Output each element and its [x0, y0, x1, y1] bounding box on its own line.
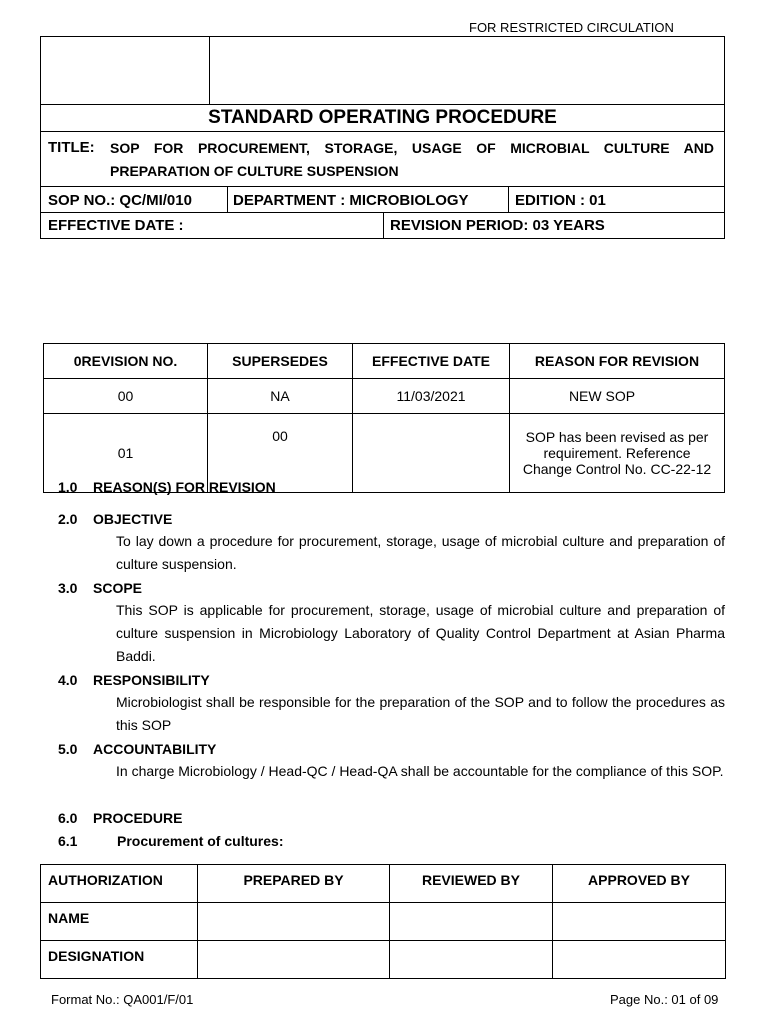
- table-cell: 00: [44, 379, 208, 414]
- column-header: EFFECTIVE DATE: [353, 344, 510, 379]
- effective-date: EFFECTIVE DATE :: [48, 217, 184, 234]
- header-divider: [41, 131, 724, 132]
- section-number: 4.0: [58, 672, 78, 688]
- sop-number: SOP NO.: QC/MI/010: [48, 192, 192, 209]
- table-cell: NEW SOP: [510, 379, 725, 414]
- table-cell: 00: [208, 414, 353, 493]
- section-title: Procurement of cultures:: [117, 833, 284, 849]
- section-text: In charge Microbiology / Head-QC / Head-QA shall be accountable for the compliance of this SOP.: [116, 763, 724, 779]
- table-cell: [353, 414, 510, 493]
- column-header: REVIEWED BY: [390, 865, 553, 903]
- revision-table: [43, 343, 725, 493]
- section-title: PROCEDURE: [93, 810, 183, 826]
- table-header-row: [44, 344, 725, 379]
- column-header: PREPARED BY: [198, 865, 390, 903]
- row-label: DESIGNATION: [41, 941, 198, 979]
- section-number: 3.0: [58, 580, 78, 596]
- section-text: To lay down a procedure for procurement, storage, usage of microbial culture and preparation of culture suspension.: [116, 533, 725, 572]
- header-divider: [41, 104, 724, 105]
- authorization-table: [40, 864, 726, 979]
- section-number: 2.0: [58, 511, 78, 527]
- table-cell: 11/03/2021: [353, 379, 510, 414]
- restricted-circulation-label: FOR RESTRICTED CIRCULATION: [469, 20, 674, 35]
- format-number: Format No.: QA001/F/01: [51, 992, 194, 1007]
- signature-cell: [553, 941, 726, 979]
- sop-header-box: [40, 36, 725, 239]
- table-header-row: [41, 865, 726, 903]
- section-text: Microbiologist shall be responsible for the preparation of the SOP and to follow the procedures as this SOP: [116, 694, 725, 733]
- column-header: 0REVISION NO.: [44, 344, 208, 379]
- section-title: SCOPE: [93, 580, 143, 596]
- section-title: ACCOUNTABILITY: [93, 741, 217, 757]
- section-title: OBJECTIVE: [93, 511, 173, 527]
- header-divider: [41, 186, 724, 187]
- table-row: [41, 941, 726, 979]
- section-number: 5.0: [58, 741, 78, 757]
- column-header: AUTHORIZATION: [41, 865, 198, 903]
- column-header: SUPERSEDES: [208, 344, 353, 379]
- cell-divider: [383, 212, 384, 239]
- cell-divider: [227, 186, 228, 212]
- cell-divider: [508, 186, 509, 212]
- signature-cell: [198, 941, 390, 979]
- title-label: TITLE:: [48, 139, 95, 156]
- section-title: REASON(S) FOR REVISION: [93, 479, 276, 495]
- section-text: This SOP is applicable for procurement, storage, usage of microbial culture and preparation of culture suspension in Microbiology Laboratory of Quality Control Department at Asian Pharma Baddi.: [116, 602, 725, 664]
- document-heading: STANDARD OPERATING PROCEDURE: [208, 107, 557, 128]
- sop-title-line: PREPARATION OF CULTURE SUSPENSION: [110, 163, 399, 179]
- logo-cell-divider: [209, 37, 210, 104]
- page-number: Page No.: 01 of 09: [610, 992, 719, 1007]
- sop-title: [110, 137, 714, 183]
- edition: EDITION : 01: [515, 192, 606, 209]
- revision-period: REVISION PERIOD: 03 YEARS: [390, 217, 605, 234]
- signature-cell: [198, 903, 390, 941]
- sop-title-line: SOP FOR PROCUREMENT, STORAGE, USAGE OF MICROBIAL CULTURE AND: [110, 140, 714, 156]
- signature-cell: [390, 903, 553, 941]
- section-title: RESPONSIBILITY: [93, 672, 210, 688]
- table-cell: NA: [208, 379, 353, 414]
- table-row: [44, 379, 725, 414]
- signature-cell: [390, 941, 553, 979]
- table-cell: 01: [44, 414, 208, 493]
- signature-cell: [553, 903, 726, 941]
- table-row: [41, 903, 726, 941]
- column-header: APPROVED BY: [553, 865, 726, 903]
- department: DEPARTMENT : MICROBIOLOGY: [233, 192, 469, 209]
- section-number: 6.0: [58, 810, 78, 826]
- table-cell: SOP has been revised as per requirement. Reference Change Control No. CC-22-12: [510, 414, 725, 493]
- section-number: 6.1: [58, 833, 78, 849]
- row-label: NAME: [41, 903, 198, 941]
- column-header: REASON FOR REVISION: [510, 344, 725, 379]
- section-number: 1.0: [58, 479, 78, 495]
